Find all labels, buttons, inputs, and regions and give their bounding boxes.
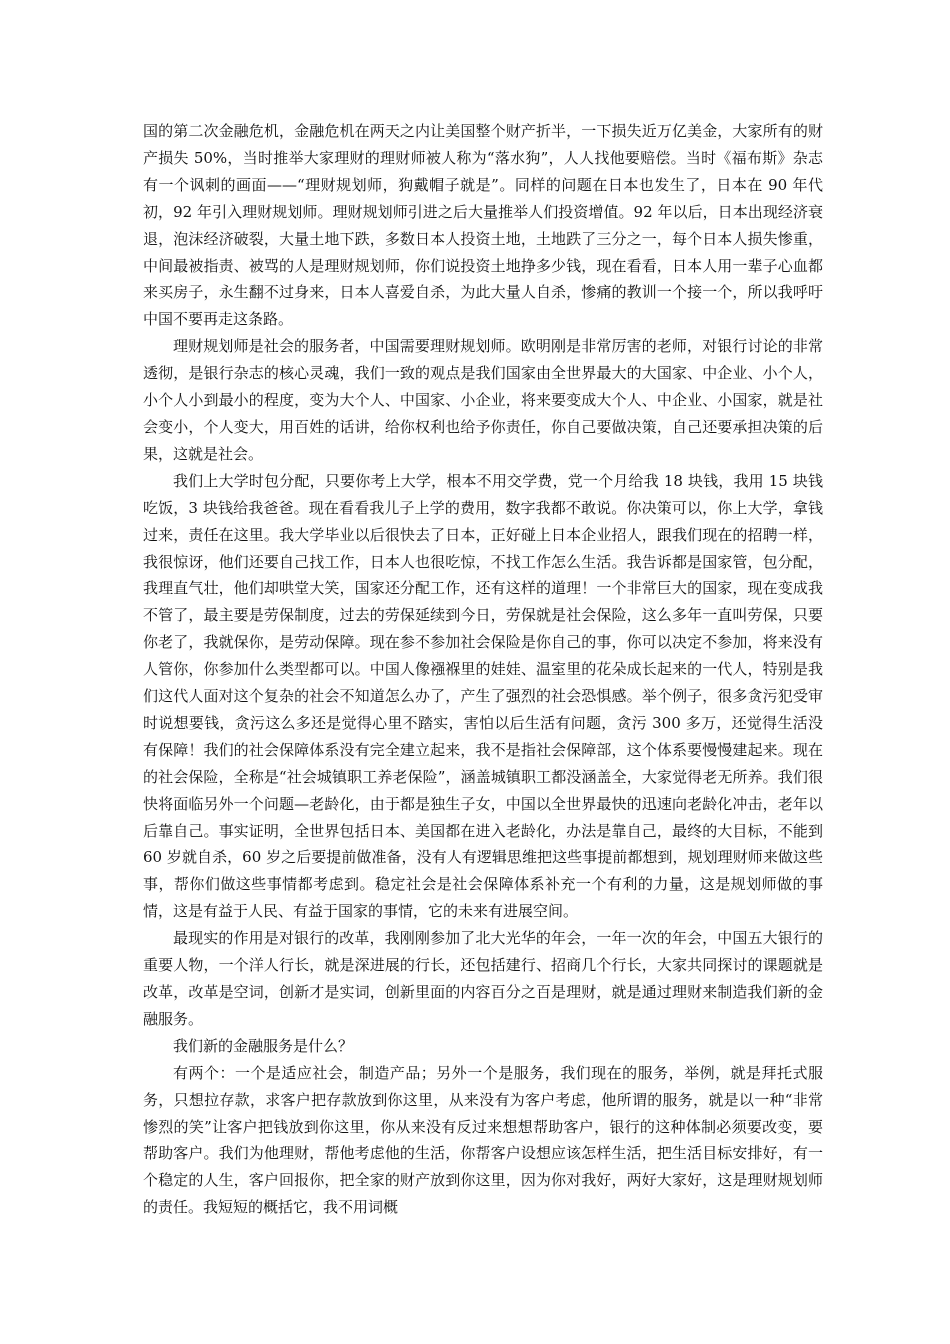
- paragraph-6: 有两个：一个是适应社会，制造产品；另外一个是服务，我们现在的服务，举例，就是拜托式服务，只想拉存款，求客户把存款放到你这里，从来没有为客户考虑，他所谓的服务，就是以一种“非常惨烈的笑”让客户把钱放到你这里，你从来没有反过来想想帮助客户，银行的这种体制必须要改变，要帮助客户。我们为他理财，帮他考虑他的生活，你帮客户设想应该怎样生活，把生活目标安排好，有一个稳定的人生，客户回报你，把全家的财产放到你这里，因为你对我好，两好大家好，这是理财规划师的责任。我短短的概括它，我不用词概: [143, 1063, 823, 1217]
- paragraph-2: 理财规划师是社会的服务者，中国需要理财规划师。欧明刚是非常厉害的老师，对银行讨论的非常透彻，是银行杂志的核心灵魂，我们一致的观点是我们国家由全世界最大的大国家、中企业、小个人，小个人小到最小的程度，变为大个人、中国家、小企业，将来要变成大个人、中企业、小国家，就是社会变小，个人变大，用百姓的话讲，给你权利也给予你责任，你自己要做决策，自己还要承担决策的后果，这就是社会。: [143, 337, 823, 463]
- paragraph-3: 我们上大学时包分配，只要你考上大学，根本不用交学费，党一个月给我 18 块钱，我用 15 块钱吃饭，3 块钱给我爸爸。现在看看我儿子上学的费用，数字我都不敢说。你决策可以，你上大学，拿钱过来，责任在这里。我大学毕业以后很快去了日本，正好碰上日本企业招人，跟我们现在的招聘一样，我很惊讶，他们还要自己找工作，日本人也很吃惊，不找工作怎么生活。我告诉都是国家管，包分配，我理直气壮，他们却哄堂大笑，国家还分配工作，还有这样的道理！一个非常巨大的国家，现在变成我不管了，最主要是劳保制度，过去的劳保延续到今日，劳保就是社会保险，这么多年一直叫劳保，只要你老了，我就保你，是劳动保障。现在参不参加社会保险是你自己的事，你可以决定不参加，将来没有人管你，你参加什么类型都可以。中国人像襁褓里的娃娃、温室里的花朵成长起来的一代人，特别是我们这代人面对这个复杂的社会不知道怎么办了，产生了强烈的社会恐惧感。举个例子，很多贪污犯受审时说想要钱，贪污这么多还是觉得心里不踏实，害怕以后生活有问题，贪污 300 多万，还觉得生活没有保障！我们的社会保障体系没有完全建立起来，我不是指社会保障部，这个体系要慢慢建起来。现在的社会保险，全称是“社会城镇职工养老保险”，涵盖城镇职工都没涵盖全，大家觉得老无所养。我们很快将面临另外一个问题—老龄化，由于都是独生子女，中国以全世界最快的迅速向老龄化冲击，老年以后靠自己。事实证明，全世界包括日本、美国都在进入老龄化，办法是靠自己，最终的大目标，不能到 60 岁就自杀，60 岁之后要提前做准备，没有人有逻辑思维把这些事提前都想到，规划理财师来做这些事，帮你们做这些事情都考虑到。稳定社会是社会保障体系补充一个有利的力量，这是规划师做的事情，这是有益于人民、有益于国家的事情，它的未来有进展空间。: [143, 471, 823, 921]
- paragraph-4: 最现实的作用是对银行的改革，我刚刚参加了北大光华的年会，一年一次的年会，中国五大银行的重要人物，一个洋人行长，就是深进展的行长，还包括建行、招商几个行长，大家共同探讨的课题就是改革，改革是空词，创新才是实词，创新里面的内容百分之百是理财，就是通过理财来制造我们新的金融服务。: [143, 929, 823, 1028]
- paragraph-1: 国的第二次金融危机，金融危机在两天之内让美国整个财产折半，一下损失近万亿美金，大家所有的财产损失 50%，当时推举大家理财的理财师被人称为“落水狗”，人人找他要赔偿。当时《福布斯》杂志有一个讽刺的画面——“理财规划师，狗戴帽子就是”。同样的问题在日本也发生了，日本在 90 年代初，92 年引入理财规划师。理财规划师引进之后大量推举人们投资增值。92 年以后，日本出现经济衰退，泡沫经济破裂，大量土地下跌，多数日本人投资土地，土地跌了三分之一，每个日本人损失惨重，中间最被指责、被骂的人是理财规划师，你们说投资土地挣多少钱，现在看看，日本人用一辈子心血都来买房子，永生翻不过身来，日本人喜爱自杀，为此大量人自杀，惨痛的教训一个接一个，所以我呼吁中国不要再走这条路。: [143, 122, 823, 329]
- paragraph-5: 我们新的金融服务是什么？: [173, 1036, 354, 1055]
- document-body: [143, 118, 823, 1221]
